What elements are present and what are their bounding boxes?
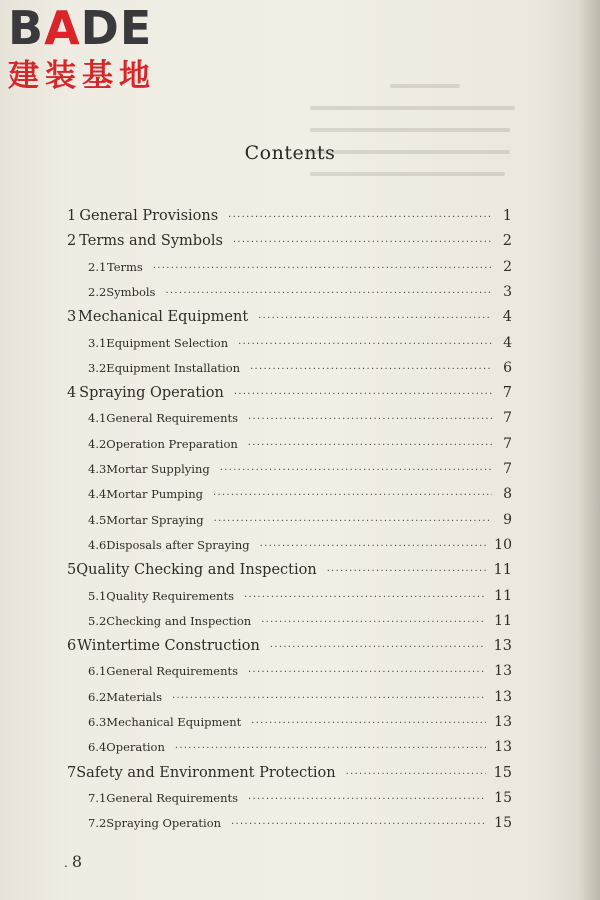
toc-entry — [88, 461, 512, 477]
dot-leader — [175, 743, 486, 754]
toc-entry-label: Mechanical Equipment — [106, 715, 242, 729]
toc-entry-number: 7 — [67, 764, 77, 781]
footer-marker: . — [64, 856, 68, 870]
toc-entry-label: Safety and Environment Protection — [76, 764, 336, 781]
toc-entry — [67, 562, 512, 578]
dot-leader — [213, 490, 492, 501]
toc-entry-label: Equipment Selection — [106, 335, 229, 350]
logo-subtitle: 建装基地 — [8, 58, 156, 94]
toc-entry-label: General Provisions — [79, 208, 219, 224]
toc-entry-label: Operation Preparation — [106, 436, 238, 451]
toc-entry — [88, 588, 512, 604]
dot-leader — [153, 263, 492, 274]
toc-entry-number: 6.4 — [88, 740, 107, 755]
toc-entry-number: 6 — [67, 638, 77, 655]
toc-entry-label: Quality Requirements — [106, 588, 234, 603]
toc-entry — [88, 284, 512, 300]
dot-leader — [250, 364, 492, 375]
toc-entry-page: 2 — [503, 258, 512, 275]
toc-entry-label: Mortar Spraying — [106, 512, 204, 527]
toc-entry-page: 1 — [502, 208, 512, 224]
toc-entry — [67, 208, 512, 224]
toc-entry-number: 4.3 — [88, 462, 107, 476]
toc-entry-page: 10 — [494, 536, 512, 553]
toc-entry-number: 5.2 — [88, 613, 107, 628]
toc-entry — [88, 790, 512, 806]
toc-entry-label: General Requirements — [106, 664, 239, 679]
toc-entry-number: 4 — [67, 385, 77, 402]
toc-entry — [88, 486, 512, 502]
dot-leader — [233, 237, 492, 248]
dot-leader — [270, 642, 486, 653]
dot-leader — [327, 566, 486, 577]
toc-entry-number: 7.1 — [88, 790, 107, 805]
dot-leader — [261, 617, 486, 628]
toc-entry-label: Symbols — [106, 284, 156, 299]
toc-entry-label: Terms — [106, 259, 143, 274]
logo-wordmark: BADE — [8, 1, 153, 55]
toc-entry — [88, 537, 512, 553]
toc-entry-number: 3.1 — [88, 335, 107, 350]
toc-entry-page: 11 — [494, 587, 512, 604]
toc-entry-number: 2.1 — [88, 259, 107, 274]
dot-leader — [231, 819, 486, 830]
dot-leader — [260, 541, 487, 552]
toc-entry-page: 2 — [502, 233, 512, 250]
toc-entry-page: 13 — [494, 714, 512, 730]
toc-entry-page: 9 — [503, 511, 512, 528]
dot-leader — [220, 465, 492, 476]
toc-entry-page: 15 — [493, 764, 512, 781]
toc-entry — [88, 663, 512, 679]
toc-entry-label: General Requirements — [106, 411, 239, 426]
dot-leader — [258, 313, 492, 324]
toc-entry-number: 7.2 — [88, 816, 107, 831]
toc-entry-label: Equipment Installation — [106, 360, 241, 375]
toc-entry — [67, 638, 512, 654]
toc-entry-number: 5.1 — [88, 588, 107, 603]
toc-entry-label: Wintertime Construction — [77, 638, 260, 655]
toc-entry-label: Quality Checking and Inspection — [76, 562, 317, 579]
toc-entry-label: Spraying Operation — [106, 816, 222, 831]
toc-entry-number: 4.6 — [88, 537, 107, 552]
toc-entry-page: 4 — [503, 334, 512, 351]
toc-entry — [67, 765, 512, 781]
toc-entry-page: 3 — [503, 283, 512, 300]
dot-leader — [214, 516, 492, 527]
toc-entry-page: 13 — [493, 638, 512, 655]
dot-leader — [251, 718, 486, 729]
toc-entry-number: 4.5 — [88, 512, 107, 527]
toc-entry — [88, 360, 512, 376]
toc-entry — [67, 309, 512, 325]
toc-entry-number: 1 — [67, 208, 77, 224]
toc-entry-number: 2.2 — [88, 284, 107, 299]
toc-entry-label: Mortar Supplying — [106, 462, 210, 476]
dot-leader — [346, 769, 486, 780]
toc-entry-label: Spraying Operation — [79, 385, 224, 402]
toc-entry-label: Mechanical Equipment — [78, 309, 249, 326]
toc-entry — [88, 739, 512, 755]
toc-entry-number: 3 — [67, 309, 77, 326]
toc-entry-label: Mortar Pumping — [106, 487, 203, 502]
dot-leader — [172, 693, 486, 704]
toc-entry-number: 4.1 — [88, 411, 107, 426]
page-title: Contents — [244, 142, 336, 164]
toc-entry-page: 7 — [503, 461, 512, 477]
page-footer — [64, 852, 82, 871]
toc-entry-label: Disposals after Spraying — [106, 537, 250, 552]
toc-entry-page: 15 — [494, 789, 512, 806]
toc-entry-label: General Requirements — [106, 790, 239, 805]
toc-entry — [88, 335, 512, 351]
toc-entry-number: 3.2 — [88, 360, 107, 375]
page-number: 8 — [71, 852, 83, 871]
toc-entry-page: 7 — [503, 435, 512, 452]
toc-entry-label: Terms and Symbols — [79, 233, 223, 250]
toc-entry-label: Materials — [106, 689, 162, 704]
toc-entry — [88, 815, 512, 831]
toc-entry — [88, 259, 512, 275]
toc-entry-page: 7 — [503, 410, 512, 427]
dot-leader — [228, 212, 492, 223]
toc-entry-number: 2 — [67, 233, 77, 250]
dot-leader — [248, 440, 492, 451]
toc-entry-number: 6.1 — [88, 664, 107, 679]
toc-entry-number: 6.3 — [88, 715, 107, 729]
toc-entry — [88, 410, 512, 426]
dot-leader — [248, 794, 486, 805]
toc-entry-number: 4.4 — [88, 487, 107, 502]
toc-entry-number: 5 — [67, 562, 77, 579]
toc-entry-label: Operation — [106, 740, 165, 755]
toc-entry-number: 4.2 — [88, 436, 107, 451]
dot-leader — [238, 339, 492, 350]
toc-entry — [88, 613, 512, 629]
toc-entry-page: 15 — [494, 815, 512, 832]
dot-leader — [248, 667, 486, 678]
toc-entry-number: 6.2 — [88, 689, 107, 704]
dot-leader — [244, 592, 486, 603]
dot-leader — [165, 288, 492, 299]
dot-leader — [234, 389, 492, 400]
toc-entry-label: Checking and Inspection — [106, 613, 252, 628]
toc-entry-page: 13 — [494, 688, 512, 705]
toc-entry-page: 11 — [494, 612, 512, 629]
toc-entry — [88, 714, 512, 730]
toc-entry — [88, 436, 512, 452]
toc-entry — [67, 385, 512, 401]
toc-entry-page: 13 — [494, 739, 512, 756]
toc-entry — [67, 233, 512, 249]
toc-entry-page: 11 — [493, 562, 512, 579]
toc-entry — [88, 512, 512, 528]
toc-entry-page: 13 — [494, 663, 512, 680]
toc-entry-page: 6 — [503, 359, 512, 376]
toc-entry-page: 7 — [502, 385, 512, 402]
dot-leader — [248, 414, 492, 425]
toc-entry-page: 8 — [503, 486, 512, 503]
toc-entry — [88, 689, 512, 705]
toc-entry-page: 4 — [502, 309, 512, 326]
